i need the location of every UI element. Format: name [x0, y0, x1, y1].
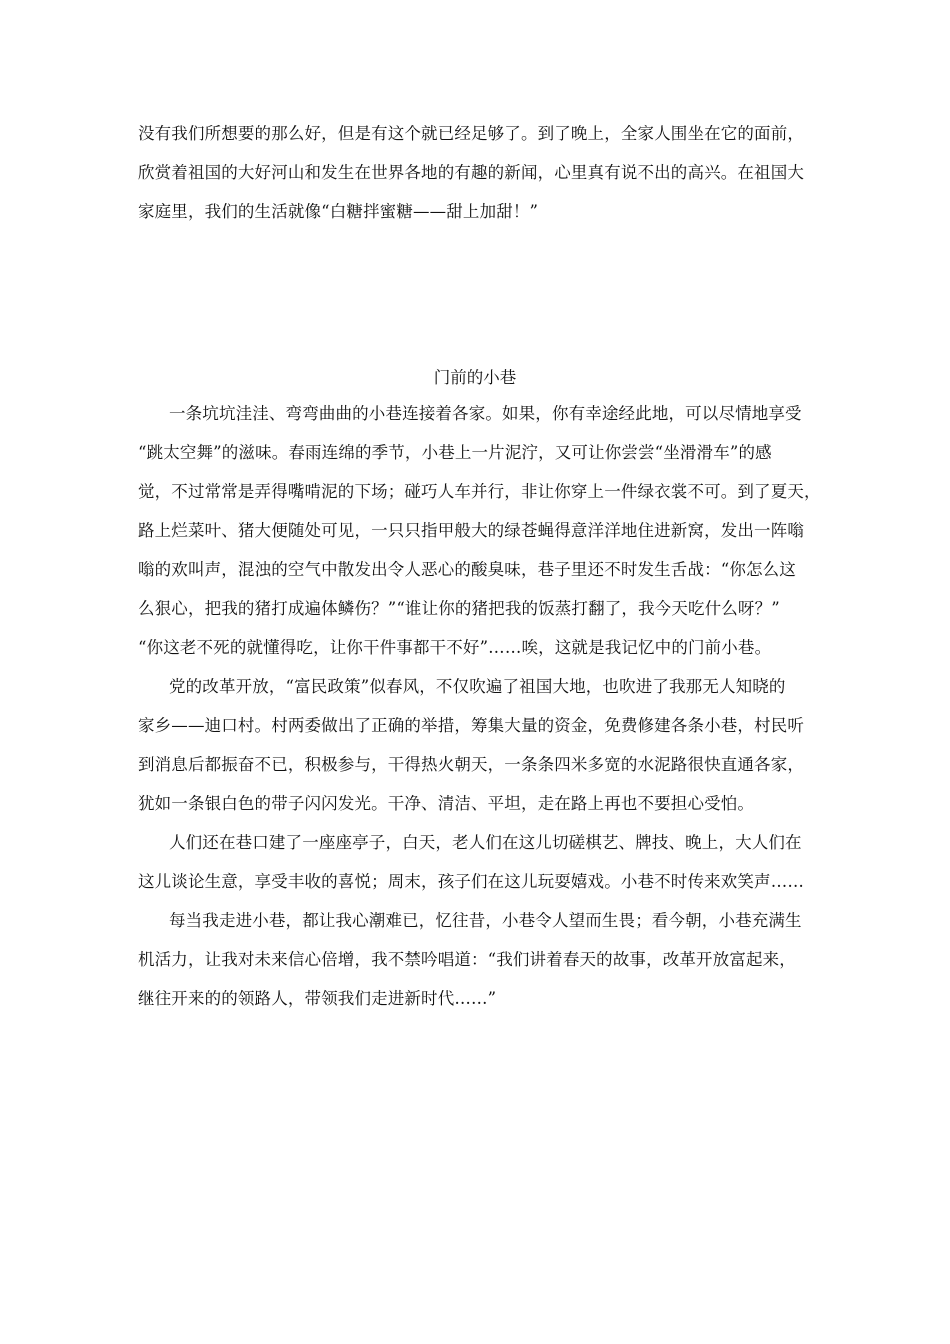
paragraph-2-line: 家乡——迪口村。村两委做出了正确的举措，筹集大量的资金，免费修建各条小巷，村民听 [138, 716, 804, 735]
paragraph-2-line: 到消息后都振奋不已，积极参与，干得热火朝天，一条条四米多宽的水泥路很快直通各家， [138, 755, 804, 774]
text-line: 没有我们所想要的那么好，但是有这个就已经足够了。到了晚上，全家人围坐在它的面前， [138, 124, 804, 143]
essay-title: 门前的小巷 [433, 368, 517, 387]
paragraph-4-line: 每当我走进小巷，都让我心潮难已，忆往昔，小巷令人望而生畏；看今朝，小巷充满生 [169, 911, 802, 930]
paragraph-2-line: 党的改革开放，“富民政策”似春风，不仅吹遍了祖国大地，也吹进了我那无人知晓的 [169, 677, 786, 696]
paragraph-1-line: 么狠心，把我的猪打成遍体鳞伤？”“谁让你的猪把我的饭蒸打翻了，我今天吃什么呀？” [138, 599, 780, 618]
paragraph-1-line: “你这老不死的就懂得吃，让你干件事都干不好”……唉，这就是我记忆中的门前小巷。 [138, 638, 772, 657]
paragraph-1-line: 一条坑坑洼洼、弯弯曲曲的小巷连接着各家。如果，你有幸途经此地，可以尽情地享受 [169, 404, 802, 423]
paragraph-4-line: 机活力，让我对未来信心倍增，我不禁吟唱道：“我们讲着春天的故事，改革开放富起来， [138, 950, 796, 969]
paragraph-1-line: 嗡的欢叫声，混浊的空气中散发出令人恶心的酸臭味，巷子里还不时发生舌战：“你怎么这 [138, 560, 796, 579]
paragraph-3-line: 人们还在巷口建了一座座亭子，白天，老人们在这儿切磋棋艺、牌技、晚上，大人们在 [169, 833, 802, 852]
paragraph-1-line: 觉，不过常常是弄得嘴啃泥的下场；碰巧人车并行，非让你穿上一件绿衣裳不可。到了夏天， [138, 482, 821, 501]
paragraph-3-line: 这儿谈论生意，享受丰收的喜悦；周末，孩子们在这儿玩耍嬉戏。小巷不时传来欢笑声…… [138, 872, 804, 891]
paragraph-1-line: “跳太空舞”的滋味。春雨连绵的季节，小巷上一片泥泞，又可让你尝尝“坐滑滑车”的感 [138, 443, 772, 462]
paragraph-1-line: 路上烂菜叶、猪大便随处可见，一只只指甲般大的绿苍蝇得意洋洋地住进新窝，发出一阵嗡 [138, 521, 804, 540]
text-line: 欣赏着祖国的大好河山和发生在世界各地的有趣的新闻，心里真有说不出的高兴。在祖国大 [138, 163, 804, 182]
paragraph-4-line: 继往开来的的领路人，带领我们走进新时代……” [138, 989, 497, 1008]
text-line: 家庭里，我们的生活就像“白糖拌蜜糖——甜上加甜！” [138, 202, 539, 221]
paragraph-2-line: 犹如一条银白色的带子闪闪发光。干净、清洁、平坦，走在路上再也不要担心受怕。 [138, 794, 755, 813]
